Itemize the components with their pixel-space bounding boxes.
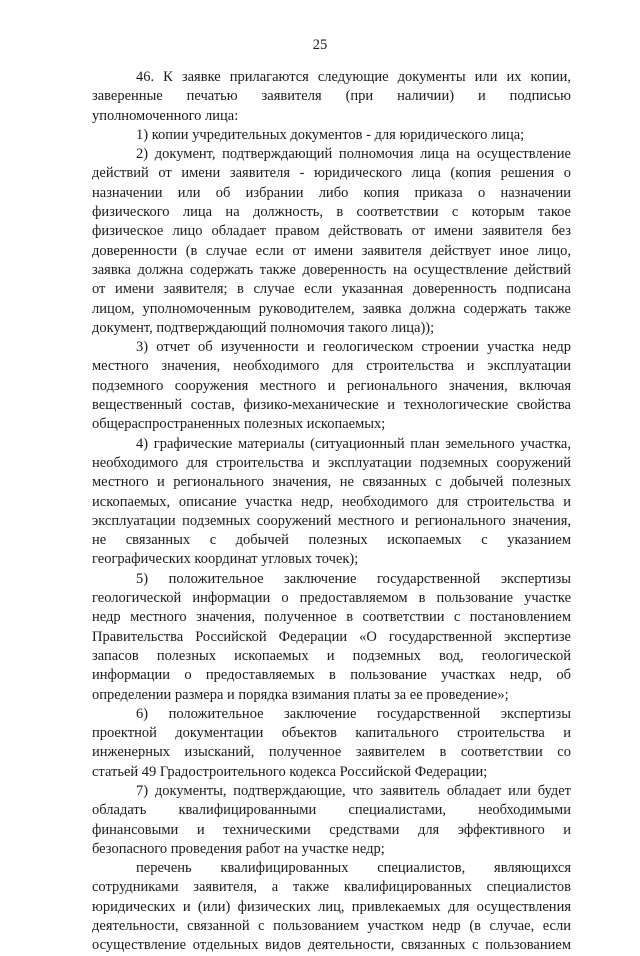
text-line: заверенные печатью заявителя (при наличии) и подписью xyxy=(92,88,571,105)
paragraph-p46 xyxy=(92,68,571,126)
paragraph-item3 xyxy=(92,338,571,434)
paragraph-item7 xyxy=(92,782,571,859)
text-line: местного и регионального значения, не связанных с добычей полезных xyxy=(92,474,571,491)
text-line: геологической информации о предоставляемом в пользование участке xyxy=(92,590,571,607)
text-line: физическое лицо обладает правом действовать от имени заявителя без xyxy=(92,223,571,240)
text-line: юридических и (или) физических лиц, привлекаемых для осуществления xyxy=(92,898,571,915)
text-line: не связанных с добычей полезных ископаемых с указанием xyxy=(92,532,571,549)
paragraph-item1 xyxy=(92,126,571,145)
text-line: сотрудниками заявителя, а также квалифицированных специалистов xyxy=(92,879,571,896)
text-line: безопасного проведения работ на участке недр; xyxy=(92,840,385,857)
text-line: запасов полезных ископаемых и подземных вод, геологической xyxy=(92,647,571,664)
text-line: 46. К заявке прилагаются следующие документы или их копии, xyxy=(136,69,571,85)
text-line: обладать квалифицированными специалистами, необходимыми xyxy=(92,802,571,819)
text-line: вещественный состав, физико-механические и технологические свойства xyxy=(92,397,571,414)
text-line: финансовыми и техническими средствами для эффективного и xyxy=(92,821,571,838)
text-line: 3) отчет об изученности и геологическом строении участка недр xyxy=(136,339,571,356)
text-line: заявка должна содержать также доверенность на осуществление действий xyxy=(92,261,571,278)
paragraph-item4 xyxy=(92,435,571,570)
text-line: географических координат угловых точек); xyxy=(92,551,359,568)
paragraph-item2 xyxy=(92,145,571,338)
paragraph-item6 xyxy=(92,705,571,782)
text-line: 5) положительное заключение государственной экспертизы xyxy=(136,570,571,587)
text-line: 2) документ, подтверждающий полномочия лица на осуществление xyxy=(136,146,571,163)
text-line: 4) графические материалы (ситуационный план земельного участка, xyxy=(136,435,571,452)
text-line: недр местного значения, полученное в соответствии с постановлением xyxy=(92,609,571,626)
text-line: действий от имени заявителя - юридического лица (копия решения о xyxy=(92,165,571,182)
text-line: перечень квалифицированных специалистов, являющихся xyxy=(136,860,571,877)
text-line: физического лица на должность, в соответствии с которым такое xyxy=(92,204,571,221)
page-number: 25 xyxy=(312,37,328,53)
text-line: информации о предоставляемых в пользование участках недр, об xyxy=(92,667,571,684)
text-line: статьей 49 Градостроительного кодекса Российской Федерации; xyxy=(92,763,488,780)
paragraph-item5 xyxy=(92,570,571,705)
text-line: доверенности (в случае если от имени заявителя действует иное лицо, xyxy=(92,242,571,259)
text-line: проектной документации объектов капитального строительства и xyxy=(92,725,571,742)
text-line: необходимого для строительства и эксплуатации подземных сооружений xyxy=(92,454,571,471)
text-line: эксплуатации подземных сооружений местного и регионального значения, xyxy=(92,512,571,529)
text-line: Правительства Российской Федерации «О государственной экспертизе xyxy=(92,628,571,645)
document-body xyxy=(92,68,571,956)
text-line: местного значения, необходимого для строительства и эксплуатации xyxy=(92,358,571,375)
text-line: уполномоченного лица: xyxy=(92,107,239,124)
text-line: ископаемых, описание участка недр, необходимого для строительства и xyxy=(92,493,571,510)
text-line: 1) копии учредительных документов - для юридического лица; xyxy=(136,126,525,143)
text-line: осуществление отдельных видов деятельности, связанных с пользованием xyxy=(92,937,571,954)
paragraph-list-specialists xyxy=(92,859,571,955)
text-line: определении размера и порядка взимания платы за ее проведение»; xyxy=(92,686,509,703)
text-line: деятельности, связанной с пользованием участком недр (в случае, если xyxy=(92,918,571,935)
text-line: 6) положительное заключение государственной экспертизы xyxy=(136,705,571,722)
text-line: инженерных изысканий, полученное заявителем в соответствии со xyxy=(92,744,571,761)
text-line: назначении или об избрании либо копия приказа о назначении xyxy=(92,184,571,201)
text-line: общераспространенных полезных ископаемых; xyxy=(92,416,386,433)
text-line: лицом, уполномоченным руководителем, заявка должна содержать также xyxy=(92,300,571,317)
text-line: документ, подтверждающий полномочия такого лица)); xyxy=(92,319,435,336)
text-line: подземного сооружения местного и регионального значения, включая xyxy=(92,377,571,394)
text-line: 7) документы, подтверждающие, что заявитель обладает или будет xyxy=(136,782,571,799)
text-line: от имени заявителя; в случае если указанная доверенность подписана xyxy=(92,281,571,298)
